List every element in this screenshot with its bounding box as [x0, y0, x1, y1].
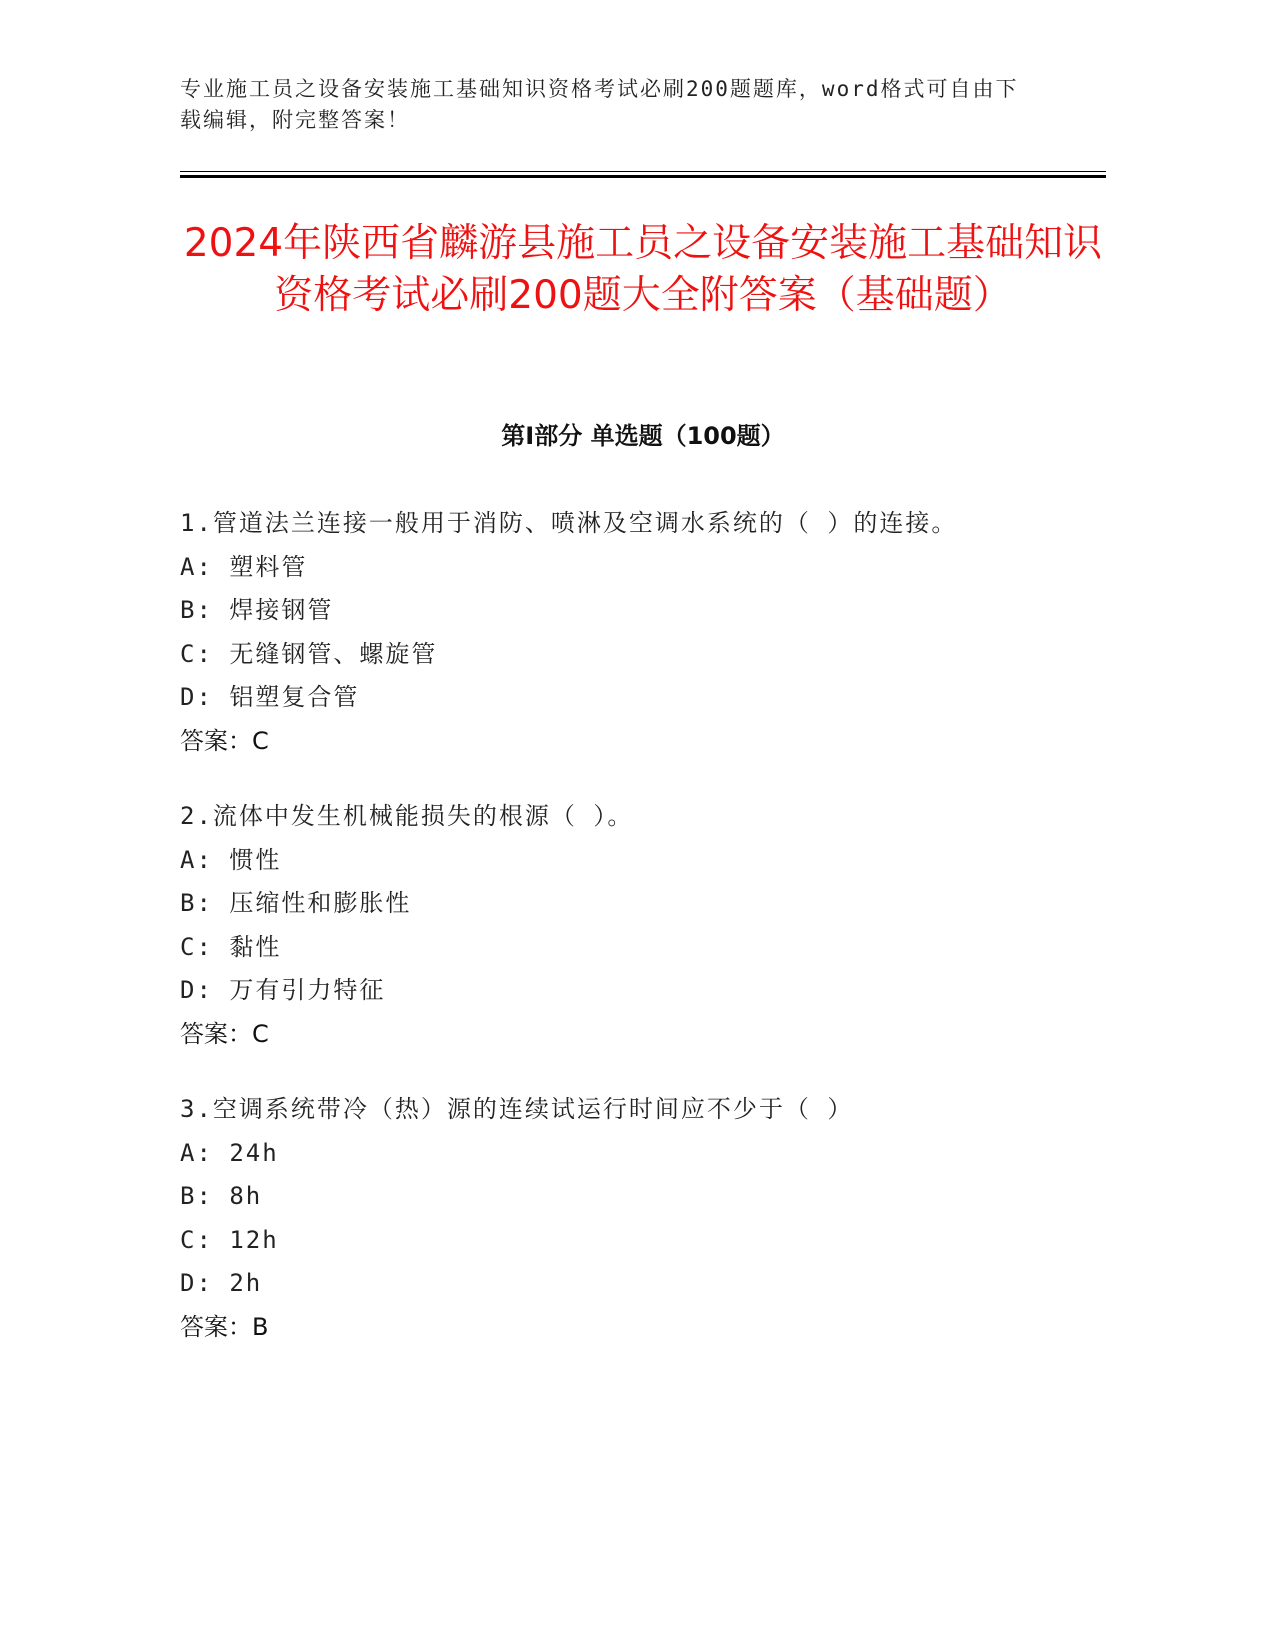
option-d: D: 2h	[180, 1269, 263, 1297]
question-1	[180, 502, 1106, 763]
header-note: 专业施工员之设备安装施工基础知识资格考试必刷200题题库，word格式可自由下载编辑，附完整答案！	[180, 77, 1019, 132]
option-a: A: 塑料管	[180, 552, 308, 581]
question-stem: 2.流体中发生机械能损失的根源（ ）。	[180, 802, 634, 830]
question-list	[180, 502, 1106, 1381]
question-stem: 1.管道法兰连接一般用于消防、喷淋及空调水系统的（ ）的连接。	[180, 509, 958, 537]
question-stem: 3.空调系统带冷（热）源的连续试运行时间应不少于（ ）	[180, 1095, 854, 1123]
option-a: A: 惯性	[180, 845, 282, 874]
question-3	[180, 1088, 1106, 1349]
option-d: D: 万有引力特征	[180, 976, 386, 1004]
document-title: 2024年陕西省麟游县施工员之设备安装施工基础知识资格考试必刷200题大全附答案（基础题）	[183, 221, 1103, 318]
option-b: B: 8h	[180, 1182, 263, 1210]
option-c: C: 无缝钢管、螺旋管	[180, 639, 438, 668]
header-divider-thick	[180, 175, 1106, 178]
question-2	[180, 795, 1106, 1056]
section-title: 第I部分 单选题（100题）	[501, 422, 785, 450]
option-b: B: 压缩性和膨胀性	[180, 889, 412, 917]
option-b: B: 焊接钢管	[180, 596, 334, 624]
option-a: A: 24h	[180, 1138, 279, 1167]
answer: 答案：B	[180, 1312, 269, 1341]
answer: 答案：C	[180, 726, 269, 755]
header-divider-thin	[180, 171, 1106, 172]
option-d: D: 铝塑复合管	[180, 683, 360, 711]
option-c: C: 黏性	[180, 932, 282, 961]
option-c: C: 12h	[180, 1225, 279, 1254]
answer: 答案：C	[180, 1019, 269, 1048]
